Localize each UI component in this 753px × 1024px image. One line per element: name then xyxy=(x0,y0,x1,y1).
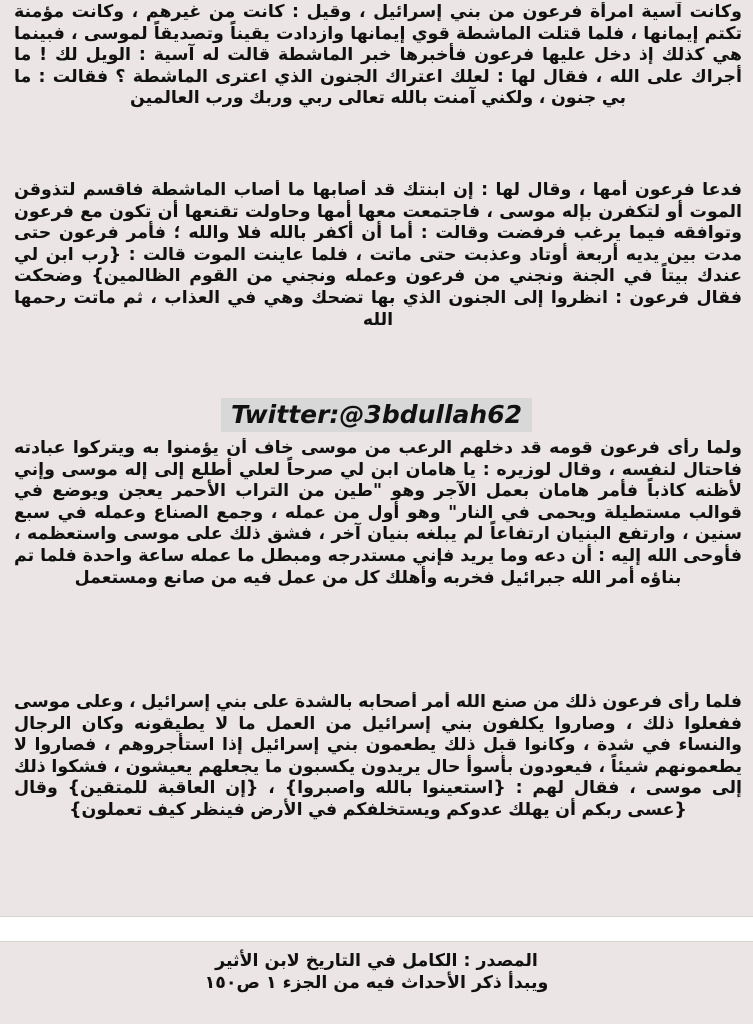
paragraph-haman-tower: ولما رأى فرعون قومه قد دخلهم الرعب من موسى خاف أن يؤمنوا به ويتركوا عبادته فاحتال لنفسه ، وقال لوزيره : يا هامان ابن لي صرحاً لعلي أطلع إلى إله موسى وإني لأظنه كاذباً فأمر هامان بعمل الآجر وهو "طين من التراب الأحمر يعجن ويوضع في قوالب مستطيلة ويحمى في النار" وهو أول من عمله ، وجمع الصناع وعمله في سبع سنين ، وارتفع البنيان ارتفاعاً لم يبلغه بنيان آخر ، فشق ذلك على موسى واستعظمه ، فأوحى الله إليه : أن دعه وما يريد فإني مستدرجه ومبطل ما عمله ساعة واحدة فلما تم بناؤه أمر الله جبرائيل فخربه وأهلك كل من عمل فيه من صانع ومستعمل xyxy=(14,438,742,588)
paragraph-asiya: وكانت آسية امرأة فرعون من بني إسرائيل ، وقيل : كانت من غيرهم ، وكانت مؤمنة تكتم إيمانها ، فلما قتلت الماشطة قوي إيمانها وازدادت يقيناً وتصديقاً لموسى ، فبينما هي كذلك إذ دخل عليها فرعون فأخبرها خبر الماشطة قالت له آسية : الويل لك ! ما أجراك على الله ، فقال لها : لعلك اعتراك الجنون الذي اعترى الماشطة ؟ فقالت : ما بي جنون ، ولكني آمنت بالله تعالى ربي وربك ورب العالمين xyxy=(14,2,742,109)
section-divider xyxy=(0,916,753,942)
paragraph-israelites-hardship: فلما رأى فرعون ذلك من صنع الله أمر أصحابه بالشدة على بني إسرائيل ، وعلى موسى ففعلوا ذلك ، وصاروا يكلفون بني إسرائيل من العمل ما لا يطيقونه وكان الرجال والنساء في شدة ، وكانوا قبل ذلك يطعمون بني إسرائيل إذا استأجروهم ، فصاروا لا يطعمونهم شيئاً ، فيعودون بأسوأ حال يريدون يكسبون ما يجعلهم يعيشون ، فشكوا ذلك إلى موسى ، فقال لهم : {استعينوا بالله واصبروا} ، {إن العاقبة للمتقين} وقال {عسى ربكم أن يهلك عدوكم ويستخلفكم في الأرض فينظر كيف تعملون} xyxy=(14,692,742,820)
watermark-banner xyxy=(0,398,753,434)
source-line-2: ويبدأ ذكر الأحداث فيه من الجزء ١ ص١٥٠ xyxy=(204,973,549,993)
source-line-1: المصدر : الكامل في التاريخ لابن الأثير xyxy=(215,951,538,971)
twitter-handle: Twitter:@3bdullah62 xyxy=(221,398,532,432)
paragraph-mother: فدعا فرعون أمها ، وقال لها : إن ابنتك قد أصابها ما أصاب الماشطة فاقسم لتذوقن الموت أو لتكفرن بإله موسى ، فاجتمعت معها أمها وحاولت تقنعها أن تكون مع فرعون وتوافقه فيما يرغب فرفضت وقالت : أما أن أكفر بالله فلا والله ؛ فأمر فرعون حتى مدت بين يديه أربعة أوتاد وعذبت حتى ماتت ، فلما عاينت الموت قالت : {رب ابن لي عندك بيتاً في الجنة ونجني من فرعون وعمله ونجني من القوم الظالمين} وضحكت فقال فرعون : انظروا إلى الجنون الذي بها تضحك وهي في العذاب ، ثم ماتت رحمها الله xyxy=(14,180,742,330)
source-citation xyxy=(0,950,753,1020)
